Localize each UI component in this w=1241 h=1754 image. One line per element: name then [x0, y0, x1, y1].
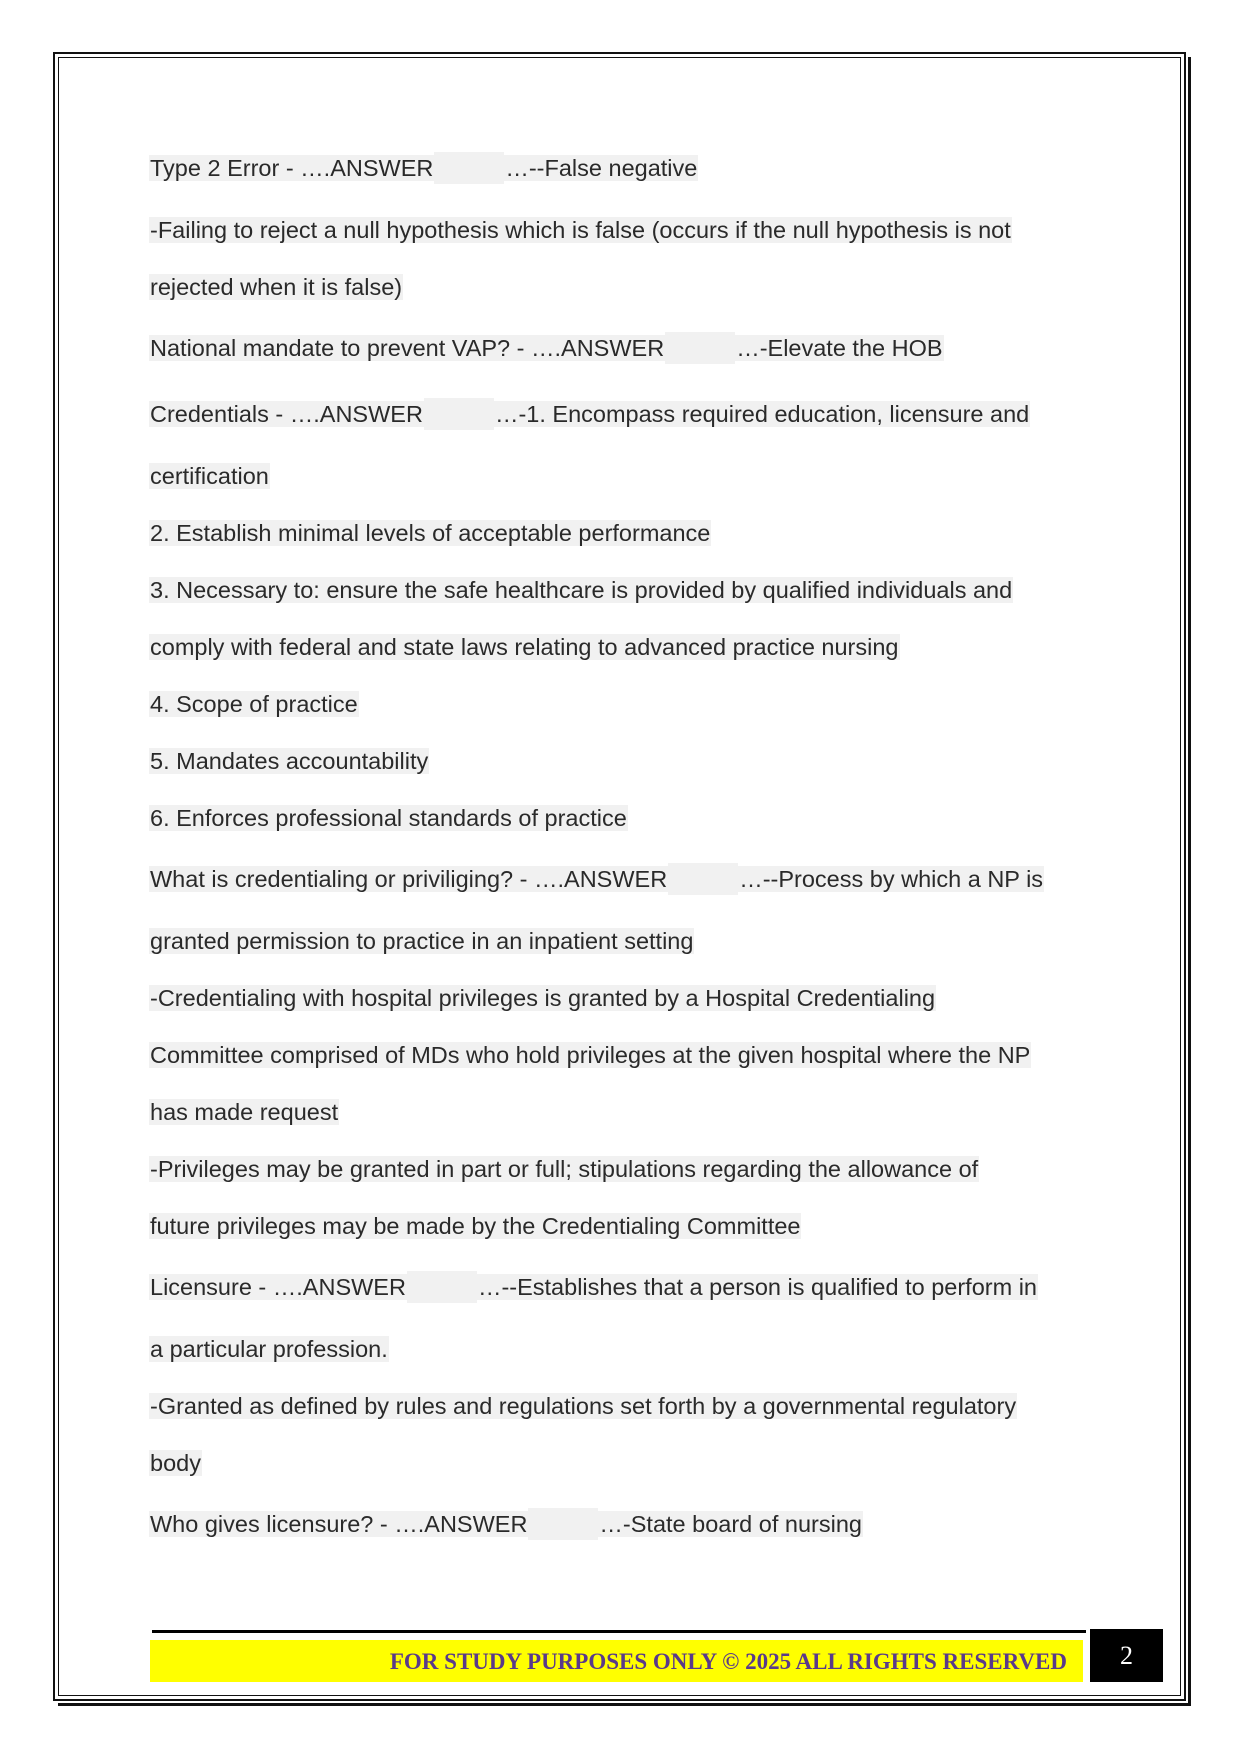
- answer: …--False negative: [505, 155, 698, 181]
- text-line: 6. Enforces professional standards of practice: [150, 805, 627, 831]
- text-line: -Credentialing with hospital privileges is granted by a Hospital Credentialing: [150, 985, 936, 1011]
- text-line: 3. Necessary to: ensure the safe healthcare is provided by qualified individuals and: [150, 577, 1013, 603]
- text-line: a particular profession.: [150, 1336, 388, 1362]
- page-number: 2: [1090, 1629, 1163, 1682]
- text-line: -Granted as defined by rules and regulations set forth by a governmental regulatory: [150, 1393, 1017, 1419]
- qa-line: [149, 1508, 863, 1540]
- text-line: comply with federal and state laws relating to advanced practice nursing: [150, 634, 899, 660]
- question: National mandate to prevent VAP? - ….ANSWER: [150, 335, 665, 361]
- answer: …-1. Encompass required education, licensure and: [494, 401, 1030, 427]
- question: Licensure - ….ANSWER: [150, 1274, 406, 1300]
- text-line: rejected when it is false): [150, 274, 403, 300]
- text-line: has made request: [150, 1099, 339, 1125]
- text-line: future privileges may be made by the Credentialing Committee: [150, 1213, 801, 1239]
- footer-rule: [152, 1630, 1086, 1633]
- text-line: -Privileges may be granted in part or full; stipulations regarding the allowance of: [150, 1156, 979, 1182]
- qa-line: [149, 1271, 1038, 1303]
- answer: …-Elevate the HOB: [736, 335, 943, 361]
- question: Credentials - ….ANSWER: [150, 401, 423, 427]
- question: Who gives licensure? - ….ANSWER: [150, 1511, 528, 1537]
- qa-line: [149, 152, 698, 184]
- text-line: 2. Establish minimal levels of acceptable performance: [150, 520, 711, 546]
- text-line: 5. Mandates accountability: [150, 748, 429, 774]
- text-line: certification: [150, 463, 269, 489]
- text-line: body: [150, 1450, 201, 1476]
- answer: …--Establishes that a person is qualified to perform in: [477, 1274, 1037, 1300]
- qa-line: [149, 398, 1030, 430]
- text-line: Committee comprised of MDs who hold privileges at the given hospital where the NP: [150, 1042, 1031, 1068]
- question: What is credentialing or priviliging? - ….ANSWER: [150, 866, 668, 892]
- answer: …-State board of nursing: [599, 1511, 862, 1537]
- qa-line: [149, 863, 1044, 895]
- text-line: -Failing to reject a null hypothesis which is false (occurs if the null hypothesis is not: [150, 217, 1011, 243]
- text-line: granted permission to practice in an inpatient setting: [150, 928, 694, 954]
- answer: …--Process by which a NP is: [739, 866, 1044, 892]
- footer-notice: FOR STUDY PURPOSES ONLY © 2025 ALL RIGHTS RESERVED: [150, 1640, 1083, 1682]
- text-line: 4. Scope of practice: [150, 691, 358, 717]
- question: Type 2 Error - ….ANSWER: [150, 155, 434, 181]
- qa-line: [149, 332, 944, 364]
